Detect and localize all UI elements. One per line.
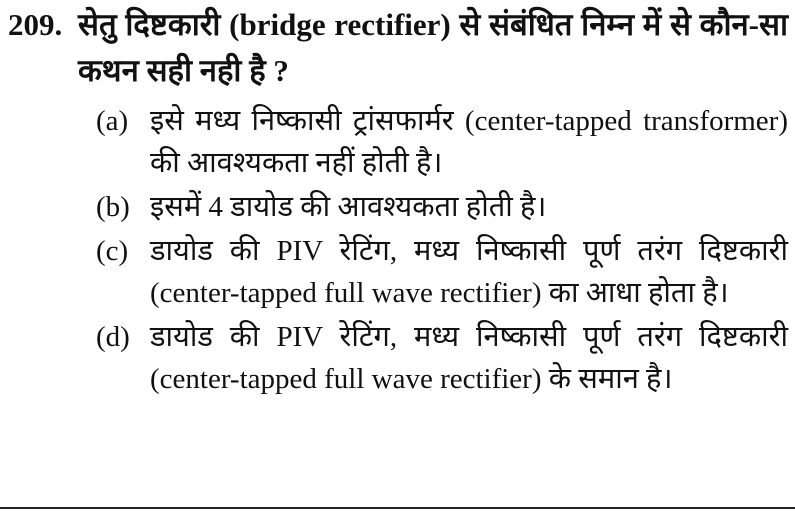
question-header — [8, 2, 788, 94]
bottom-divider — [0, 507, 795, 509]
option-c-label: (c) — [96, 235, 129, 267]
option-a — [96, 100, 788, 184]
option-b-text: इसमें 4 डायोड की आवश्यकता होती है। — [150, 191, 547, 223]
options-list — [8, 100, 788, 400]
option-d-text: डायोड की PIV रेटिंग, मध्य निष्कासी पूर्ण तरंग दिष्टकारी (center-tapped full wave rectifier) के समान है। — [150, 321, 788, 395]
option-a-label: (a) — [96, 105, 129, 137]
option-c-text: डायोड की PIV रेटिंग, मध्य निष्कासी पूर्ण तरंग दिष्टकारी (center-tapped full wave rectifier) का आधा होता है। — [150, 235, 788, 309]
option-c — [96, 230, 788, 314]
option-d — [96, 316, 788, 400]
option-b — [96, 186, 788, 228]
option-a-text: इसे मध्य निष्कासी ट्रांसफार्मर (center-tapped transformer) की आवश्यकता नहीं होती है। — [150, 105, 788, 179]
question-block — [8, 2, 788, 402]
question-number: 209. — [8, 7, 63, 42]
option-b-label: (b) — [96, 191, 130, 223]
question-text: सेतु दिष्टकारी (bridge rectifier) से संबंधित निम्न में से कौन-सा कथन सही नही है ? — [78, 7, 788, 88]
option-d-label: (d) — [96, 321, 130, 353]
